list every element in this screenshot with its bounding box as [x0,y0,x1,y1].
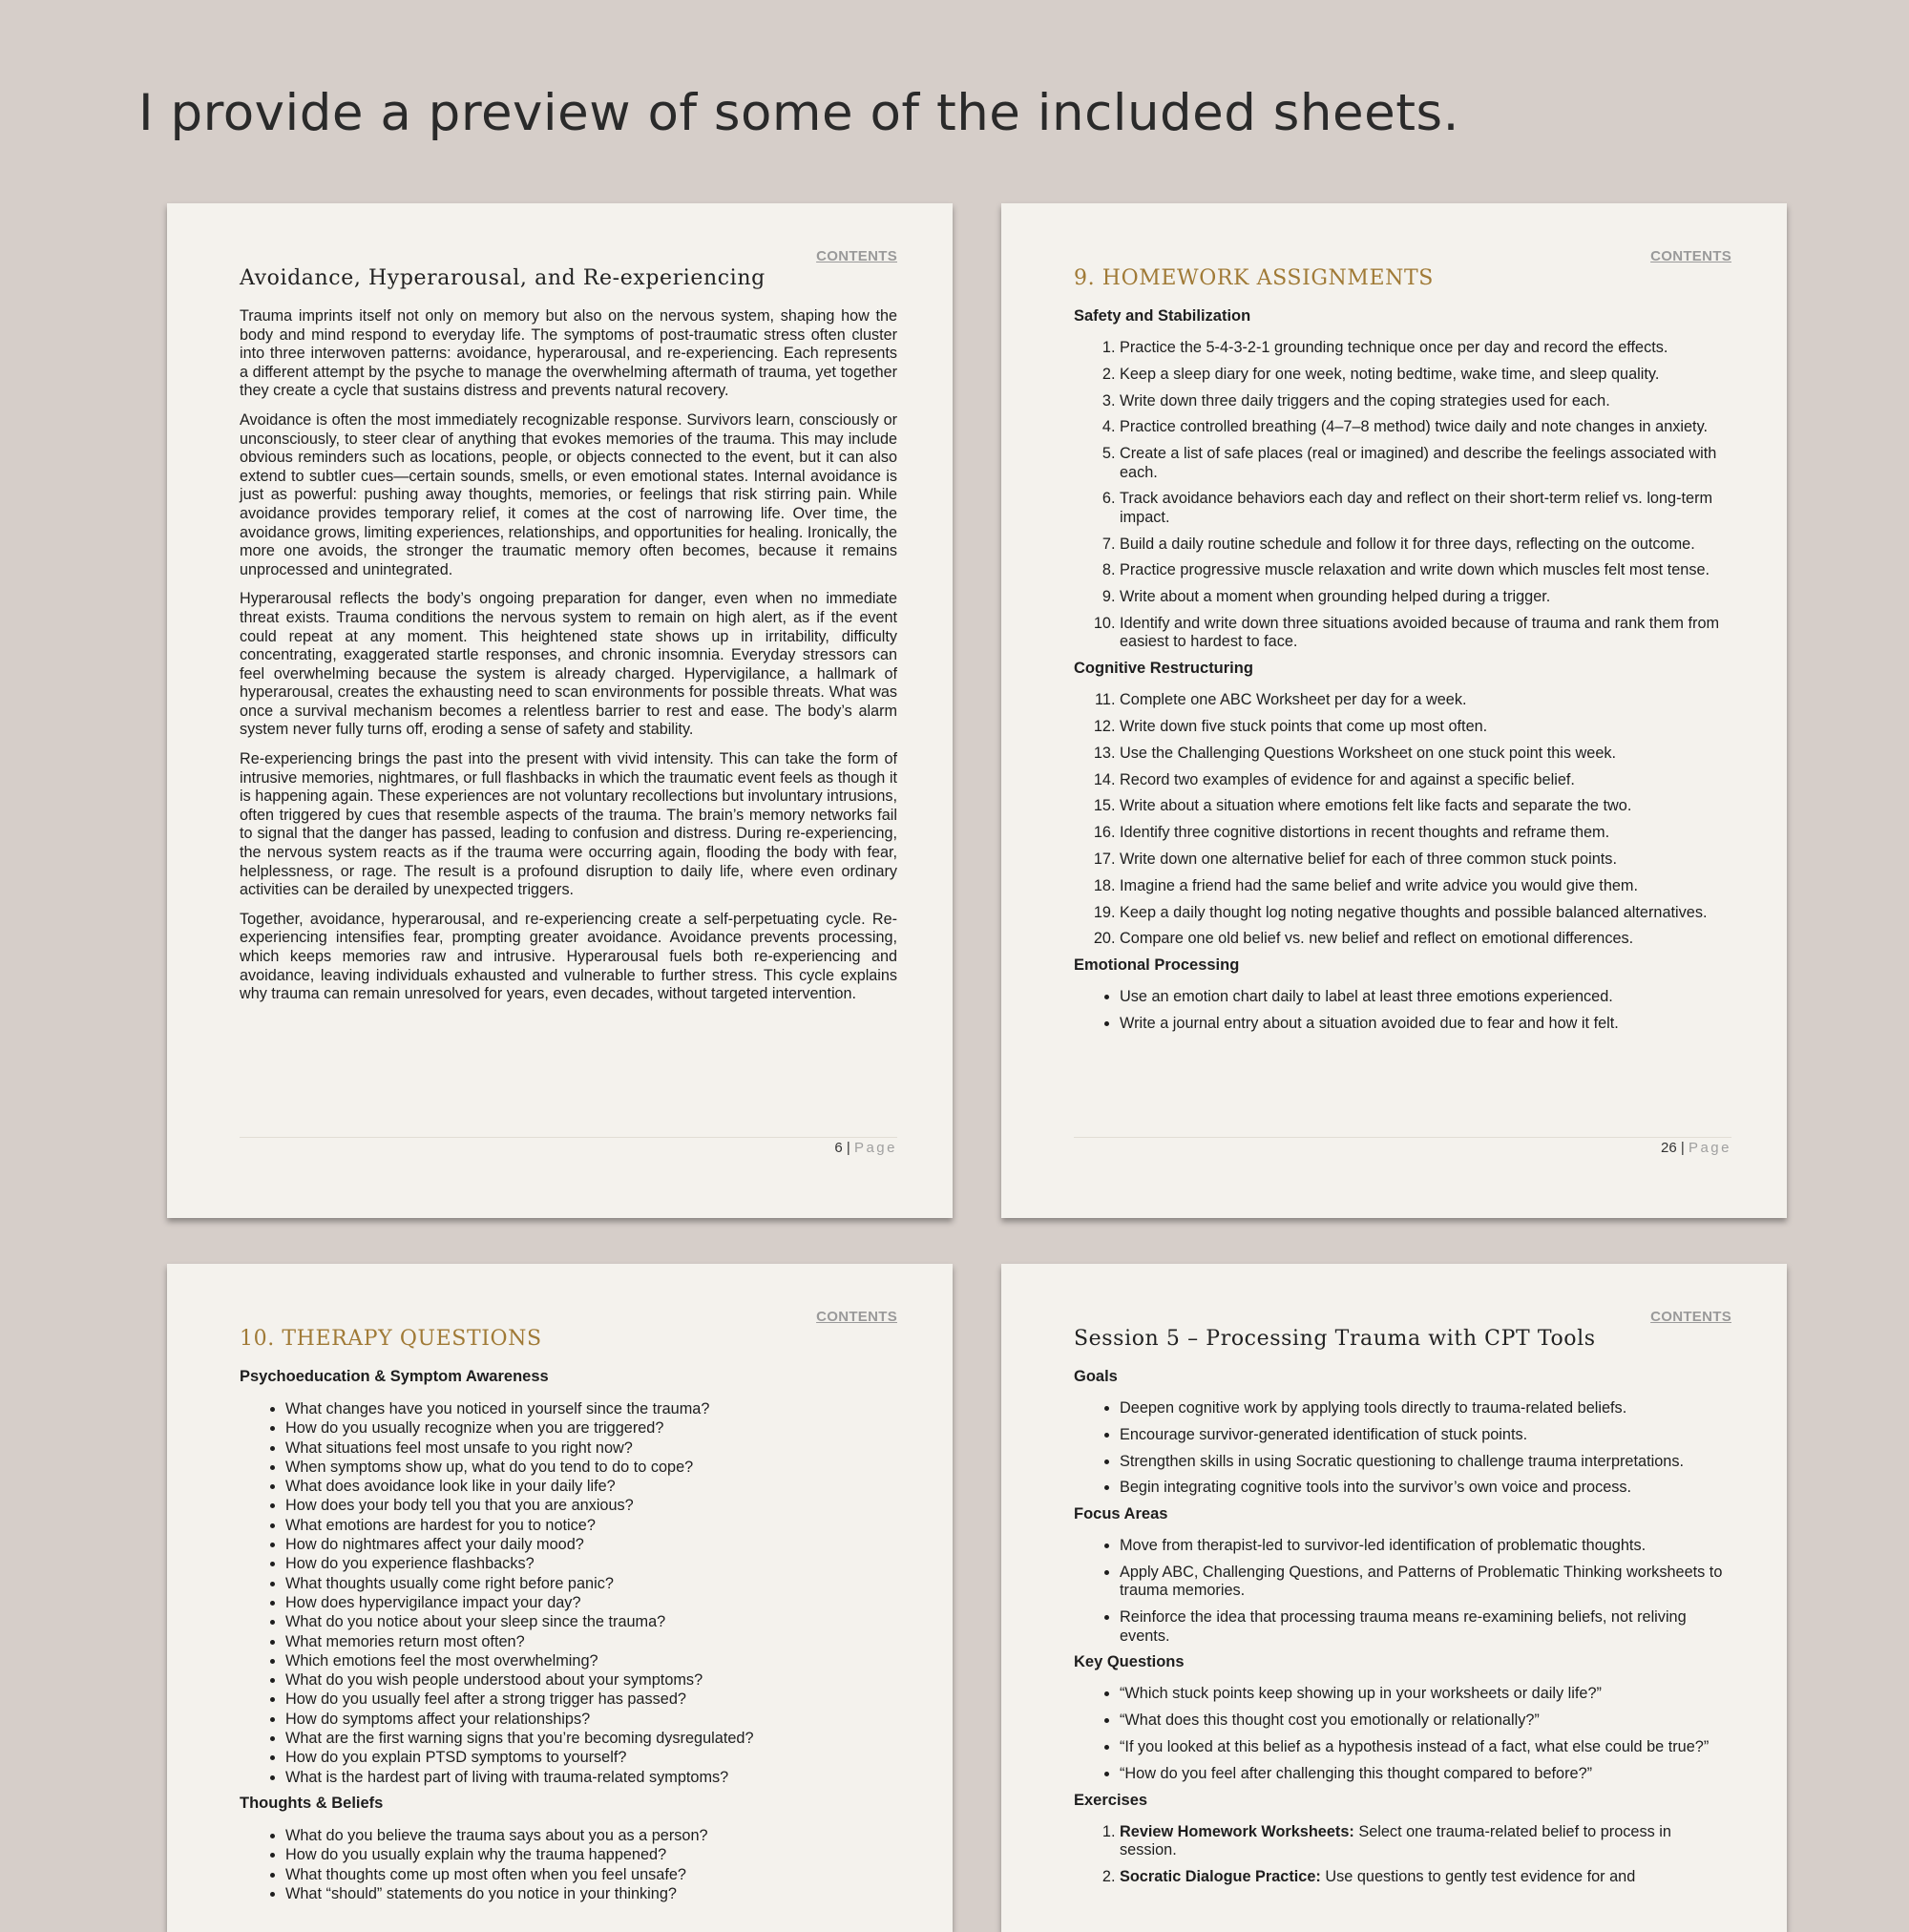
list-item: • “If you looked at this belief as a hypothesis instead of a fact, what else could be true?” [1120,1738,1731,1756]
contents-link[interactable]: CONTENTS [816,248,897,264]
list-item: • How does your body tell you that you are anxious? [285,1496,897,1515]
sheet-title: 9. HOMEWORK ASSIGNMENTS [1074,266,1434,290]
list-item: 18. Imagine a friend had the same belief and write advice you would give them. [1120,877,1731,895]
list-item: • What are the first warning signs that you’re becoming dysregulated? [285,1729,897,1748]
list-item: 9. Write about a moment when grounding helped during a trigger. [1120,588,1731,606]
list-item: • What changes have you noticed in yourself since the trauma? [285,1399,897,1418]
list-item: • What do you believe the trauma says about you as a person? [285,1826,897,1845]
list-item: • How do you explain PTSD symptoms to yourself? [285,1748,897,1767]
list-item: • How do you usually explain why the trauma happened? [285,1845,897,1864]
list-item: • How does hypervigilance impact your day? [285,1593,897,1612]
list-item: • What does avoidance look like in your daily life? [285,1477,897,1496]
list-item: • Encourage survivor-generated identification of stuck points. [1120,1426,1731,1444]
list-item: 16. Identify three cognitive distortions in recent thoughts and reframe them. [1120,824,1731,842]
preview-sheet-homework [1001,203,1787,1218]
section-heading: Goals [1074,1368,1118,1385]
list-item: • Which emotions feel the most overwhelming? [285,1651,897,1670]
bullet-list [1074,988,1731,1033]
paragraph: Together, avoidance, hyperarousal, and re-experiencing create a self-perpetuating cycle. Re-experiencing intensifies fear, prompting greater avoidance. Avoidance prevents processing, which keeps memories raw and intrusive. Hyperarousal fuels both re-experiencing and avoidance, leaving individuals exhausted and vulnerable to further stress. This cycle explains why trauma can remain unresolved for years, even decades, without targeted intervention. [240,910,897,1003]
preview-sheet-therapy-questions [167,1264,953,1932]
section-heading: Exercises [1074,1791,1148,1809]
page-footer [240,1137,897,1156]
paragraph: Trauma imprints itself not only on memory but also on the nervous system, shaping how the body and mind respond to everyday life. The symptoms of post-traumatic stress often cluster into three interwoven patterns: avoidance, hyperarousal, and re-experiencing. Each represents a different attempt by the psyche to manage the overwhelming aftermath of trauma, yet together they create a cycle that sustains distress and prevents natural recovery. [240,307,897,400]
list-item: • What is the hardest part of living with trauma-related symptoms? [285,1768,897,1787]
exercise-text: Use questions to gently test evidence for and [1320,1867,1636,1885]
list-item: • Begin integrating cognitive tools into the survivor’s own voice and process. [1120,1479,1731,1497]
list-item: 4. Practice controlled breathing (4–7–8 method) twice daily and note changes in anxiety. [1120,418,1731,436]
list-item: 13. Use the Challenging Questions Worksheet on one stuck point this week. [1120,745,1731,763]
list-item: 6. Track avoidance behaviors each day and reflect on their short-term relief vs. long-term impact. [1120,490,1731,527]
paragraph: Re-experiencing brings the past into the present with vivid intensity. This can take the form of intrusive memories, nightmares, or full flashbacks in which the traumatic event feels as though it is happening again. These experiences are not voluntary recollections but involuntary intrusions, often triggered by cues that resemble aspects of the trauma. The brain’s memory networks fail to signal that the danger has passed, leading to confusion and distress. During re-experiencing, the nervous system reacts as if the trauma were occurring again, flooding the body with fear, helplessness, or rage. The result is a profound disruption to daily life, where even ordinary activities can be derailed by unexpected triggers. [240,750,897,899]
list-item: 15. Write about a situation where emotions felt like facts and separate the two. [1120,797,1731,815]
page-number: 26 [1661,1140,1677,1156]
exercise-name: Review Homework Worksheets: [1120,1822,1354,1840]
page-footer [1074,1137,1731,1156]
numbered-list [1074,339,1731,652]
section-heading: Emotional Processing [1074,956,1240,975]
list-item: 10. Identify and write down three situations avoided because of trauma and rank them from easiest to hardest to face. [1120,615,1731,652]
preview-sheet-session-5 [1001,1264,1787,1932]
page-number: 6 [834,1140,843,1156]
sheet-body [240,1368,897,1903]
list-item [1120,1868,1731,1886]
list-item: 20. Compare one old belief vs. new belief and reflect on emotional differences. [1120,930,1731,948]
list-item: 12. Write down five stuck points that come up most often. [1120,718,1731,736]
list-item: 19. Keep a daily thought log noting negative thoughts and possible balanced alternatives. [1120,904,1731,922]
list-item: • Deepen cognitive work by applying tools directly to trauma-related beliefs. [1120,1399,1731,1418]
list-item: • How do you usually feel after a strong trigger has passed? [285,1690,897,1709]
sheet-body [240,307,897,1004]
list-item: • How do nightmares affect your daily mood? [285,1535,897,1554]
sheet-title: Avoidance, Hyperarousal, and Re-experiencing [240,266,766,290]
sheet-title: Session 5 – Processing Trauma with CPT Tools [1074,1327,1596,1351]
list-item: 17. Write down one alternative belief for each of three common stuck points. [1120,850,1731,869]
list-item: • What do you wish people understood about your symptoms? [285,1670,897,1690]
list-item: 8. Practice progressive muscle relaxation and write down which muscles felt most tense. [1120,561,1731,579]
section-heading: Cognitive Restructuring [1074,660,1253,678]
list-item: • Apply ABC, Challenging Questions, and Patterns of Problematic Thinking worksheets to trauma memories. [1120,1564,1731,1601]
list-item: • What thoughts usually come right before panic? [285,1574,897,1593]
list-item: 2. Keep a sleep diary for one week, noting bedtime, wake time, and sleep quality. [1120,366,1731,384]
list-item: 7. Build a daily routine schedule and follow it for three days, reflecting on the outcome. [1120,536,1731,554]
list-item: • What thoughts come up most often when you feel unsafe? [285,1865,897,1884]
list-item: • How do you usually recognize when you are triggered? [285,1418,897,1438]
headline: I provide a preview of some of the included sheets. [138,84,1459,142]
bullet-list [240,1826,897,1903]
section-heading: Psychoeducation & Symptom Awareness [240,1368,549,1385]
list-item: • When symptoms show up, what do you tend to do to cope? [285,1458,897,1477]
list-item: 5. Create a list of safe places (real or imagined) and describe the feelings associated with each. [1120,445,1731,482]
sheet-body [1074,307,1731,1033]
list-item: • What memories return most often? [285,1632,897,1651]
contents-link[interactable]: CONTENTS [816,1309,897,1325]
sheet-title: 10. THERAPY QUESTIONS [240,1327,542,1351]
numbered-list [1074,1823,1731,1887]
contents-link[interactable]: CONTENTS [1650,1309,1731,1325]
bullet-list [1074,1685,1731,1783]
numbered-list [1074,691,1731,949]
list-item: • What “should” statements do you notice in your thinking? [285,1884,897,1903]
list-item: • Reinforce the idea that processing trauma means re-examining beliefs, not reliving events. [1120,1608,1731,1646]
list-item: • How do you experience flashbacks? [285,1554,897,1573]
list-item: • What emotions are hardest for you to notice? [285,1516,897,1535]
list-item: • Use an emotion chart daily to label at least three emotions experienced. [1120,988,1731,1006]
list-item: • How do symptoms affect your relationships? [285,1710,897,1729]
page-word: Page [853,1140,897,1156]
sheet-body [1074,1368,1731,1886]
page-word: Page [1688,1140,1731,1156]
list-item: • Move from therapist-led to survivor-led identification of problematic thoughts. [1120,1537,1731,1555]
bullet-list [1074,1537,1731,1646]
preview-sheet-avoidance [167,203,953,1218]
list-item [1120,1823,1731,1860]
list-item: 3. Write down three daily triggers and the coping strategies used for each. [1120,392,1731,410]
section-heading: Focus Areas [1074,1505,1168,1523]
bullet-list [1074,1399,1731,1498]
page-separator: | [1676,1140,1689,1156]
list-item: • “Which stuck points keep showing up in your worksheets or daily life?” [1120,1685,1731,1703]
paragraph: Hyperarousal reflects the body’s ongoing preparation for danger, even when no immediate threat exists. Trauma conditions the nervous system to remain on high alert, as if the event could repeat at any moment. This heightened state shows up in irritability, difficulty concentrating, exaggerated startle responses, and chronic insomnia. Everyday stressors can feel overwhelming because the system is already charged. Hypervigilance, a hallmark of hyperarousal, creates the exhausting need to scan environments for possible threats. What was once a survival mechanism becomes a relentless barrier to rest and ease. The body’s alarm system never fully turns off, eroding a sense of safety and stability. [240,590,897,739]
section-heading: Key Questions [1074,1653,1185,1671]
section-heading: Thoughts & Beliefs [240,1794,384,1812]
list-item: • What situations feel most unsafe to you right now? [285,1438,897,1458]
exercise-name: Socratic Dialogue Practice: [1120,1867,1321,1885]
list-item: • “How do you feel after challenging this thought compared to before?” [1120,1765,1731,1783]
list-item: • “What does this thought cost you emotionally or relationally?” [1120,1712,1731,1730]
section-heading: Safety and Stabilization [1074,307,1251,325]
page-separator: | [842,1140,854,1156]
list-item: 14. Record two examples of evidence for and against a specific belief. [1120,771,1731,789]
list-item: 1. Practice the 5-4-3-2-1 grounding technique once per day and record the effects. [1120,339,1731,357]
list-item: • What do you notice about your sleep since the trauma? [285,1612,897,1631]
list-item: 11. Complete one ABC Worksheet per day for a week. [1120,691,1731,709]
paragraph: Avoidance is often the most immediately recognizable response. Survivors learn, consciously or unconsciously, to steer clear of anything that evokes memories of the trauma. This may include obvious reminders such as locations, people, or objects connected to the event, but it can also extend to subtler cues—certain sounds, smells, or even emotional states. Internal avoidance is just as powerful: pushing away thoughts, memories, or feelings that risk stirring pain. While avoidance provides temporary relief, it comes at the cost of narrowing life. Over time, the avoidance grows, limiting experiences, relationships, and opportunities for healing. Ironically, the more one avoids, the stronger the traumatic memory often becomes, because it remains unprocessed and unintegrated. [240,410,897,578]
contents-link[interactable]: CONTENTS [1650,248,1731,264]
list-item: • Strengthen skills in using Socratic questioning to challenge trauma interpretations. [1120,1453,1731,1471]
exercise-text: Select one trauma-related belief to process in session. [1120,1822,1671,1858]
list-item: • Write a journal entry about a situation avoided due to fear and how it felt. [1120,1015,1731,1033]
bullet-list [240,1399,897,1787]
